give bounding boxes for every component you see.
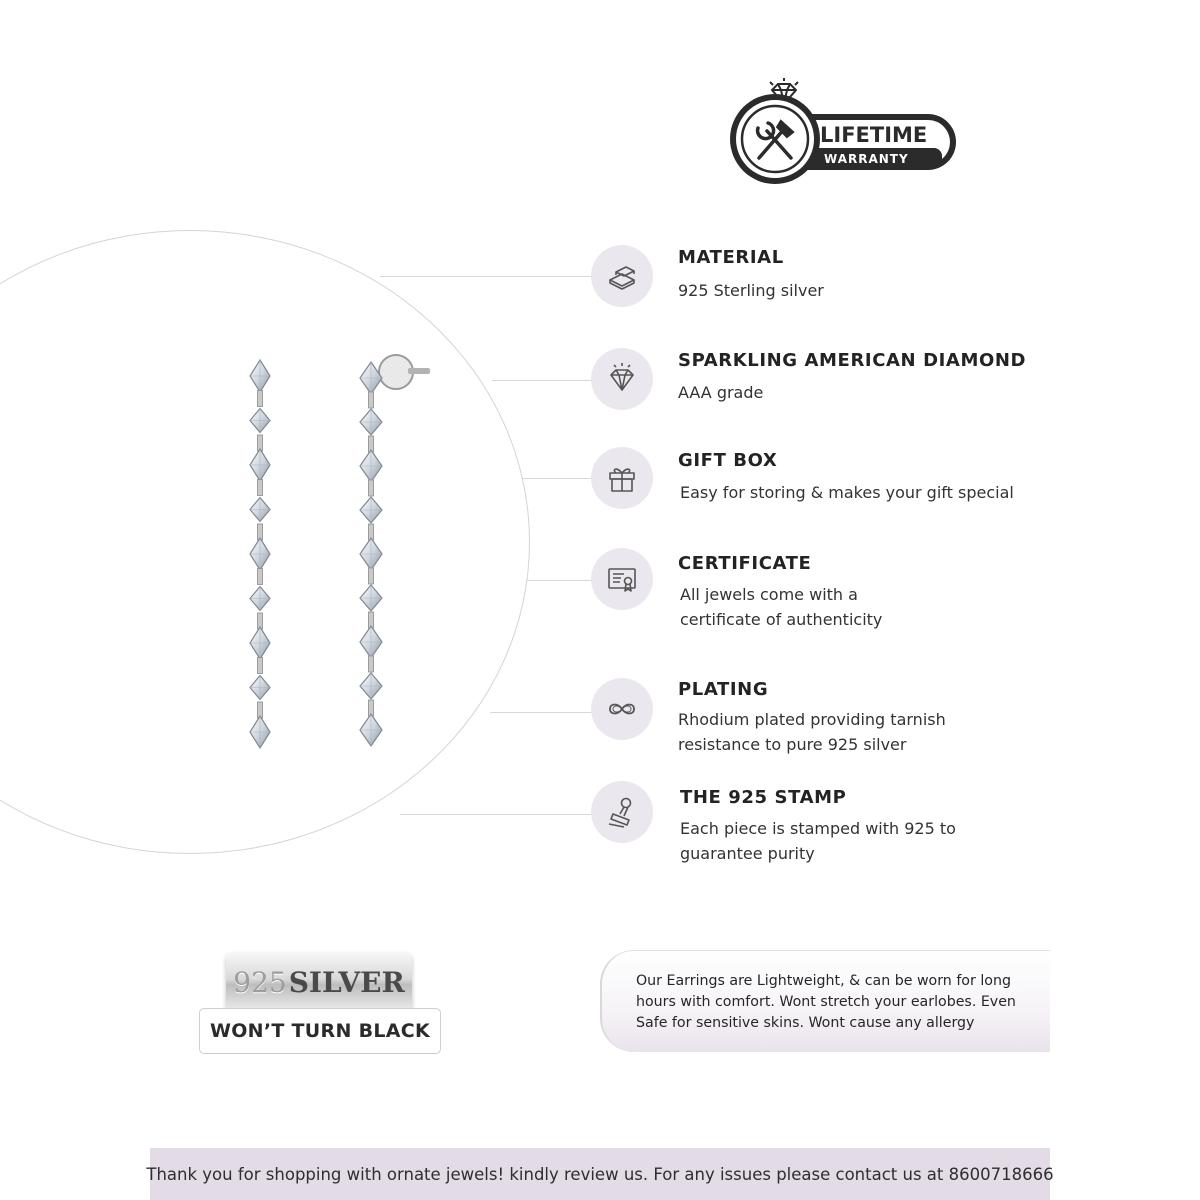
- silver-bar-icon: [604, 258, 640, 294]
- plating-icon-circle: [591, 678, 653, 740]
- feature-title-diamond: SPARKLING AMERICAN DIAMOND: [678, 350, 1027, 371]
- silver-badge: [226, 953, 412, 1011]
- connector-line: [492, 380, 592, 381]
- diamond-icon: [604, 361, 640, 397]
- connector-line: [400, 814, 592, 815]
- stamp-icon-circle: [591, 781, 653, 843]
- note-line: hours with comfort. Wont stretch your earlobes. Even: [636, 994, 1016, 1010]
- feature-desc-plating: Rhodium plated providing tarnish resistance to pure 925 silver: [678, 710, 946, 754]
- feature-desc-gift-box: Easy for storing & makes your gift special: [680, 483, 1014, 502]
- warranty-line1: LIFETIME: [820, 123, 928, 147]
- note-line: Safe for sensitive skins. Wont cause any allergy: [636, 1015, 975, 1031]
- feature-desc-stamp: Each piece is stamped with 925 to guarantee purity: [680, 819, 956, 863]
- feature-title-gift-box: GIFT BOX: [678, 450, 778, 471]
- connector-line: [490, 712, 592, 713]
- feature-title-material: MATERIAL: [678, 247, 784, 268]
- footer-text: Thank you for shopping with ornate jewels! kindly review us. For any issues please contact us at 8600718666: [146, 1164, 1054, 1184]
- warranty-line2: WARRANTY: [824, 152, 909, 166]
- silver-badge-number: 925: [233, 965, 287, 999]
- footer-banner: [146, 1148, 1054, 1200]
- connector-line: [527, 580, 592, 581]
- silver-badge-word: SILVER: [288, 965, 405, 999]
- infinity-icon: [604, 691, 640, 727]
- lightweight-note: [600, 950, 1050, 1052]
- certificate-icon: [604, 561, 640, 597]
- feature-desc-diamond: AAA grade: [678, 383, 764, 402]
- wont-turn-black-label: WON’T TURN BLACK: [199, 1008, 441, 1054]
- feature-desc-certificate: All jewels come with a certificate of authenticity: [680, 585, 883, 629]
- stamp-icon: [604, 794, 640, 830]
- lifetime-warranty-badge: [728, 76, 960, 186]
- gift-box-icon-circle: [591, 447, 653, 509]
- connector-line: [380, 276, 592, 277]
- earrings-image: [236, 340, 436, 760]
- certificate-icon-circle: [591, 548, 653, 610]
- note-line: Our Earrings are Lightweight, & can be worn for long: [636, 973, 1011, 989]
- feature-desc-material: 925 Sterling silver: [678, 281, 824, 300]
- material-icon-circle: [591, 245, 653, 307]
- feature-title-plating: PLATING: [678, 679, 769, 700]
- diamond-icon-circle: [591, 348, 653, 410]
- connector-line: [522, 478, 592, 479]
- feature-title-certificate: CERTIFICATE: [678, 553, 812, 574]
- feature-title-stamp: THE 925 STAMP: [680, 787, 847, 808]
- gift-box-icon: [604, 460, 640, 496]
